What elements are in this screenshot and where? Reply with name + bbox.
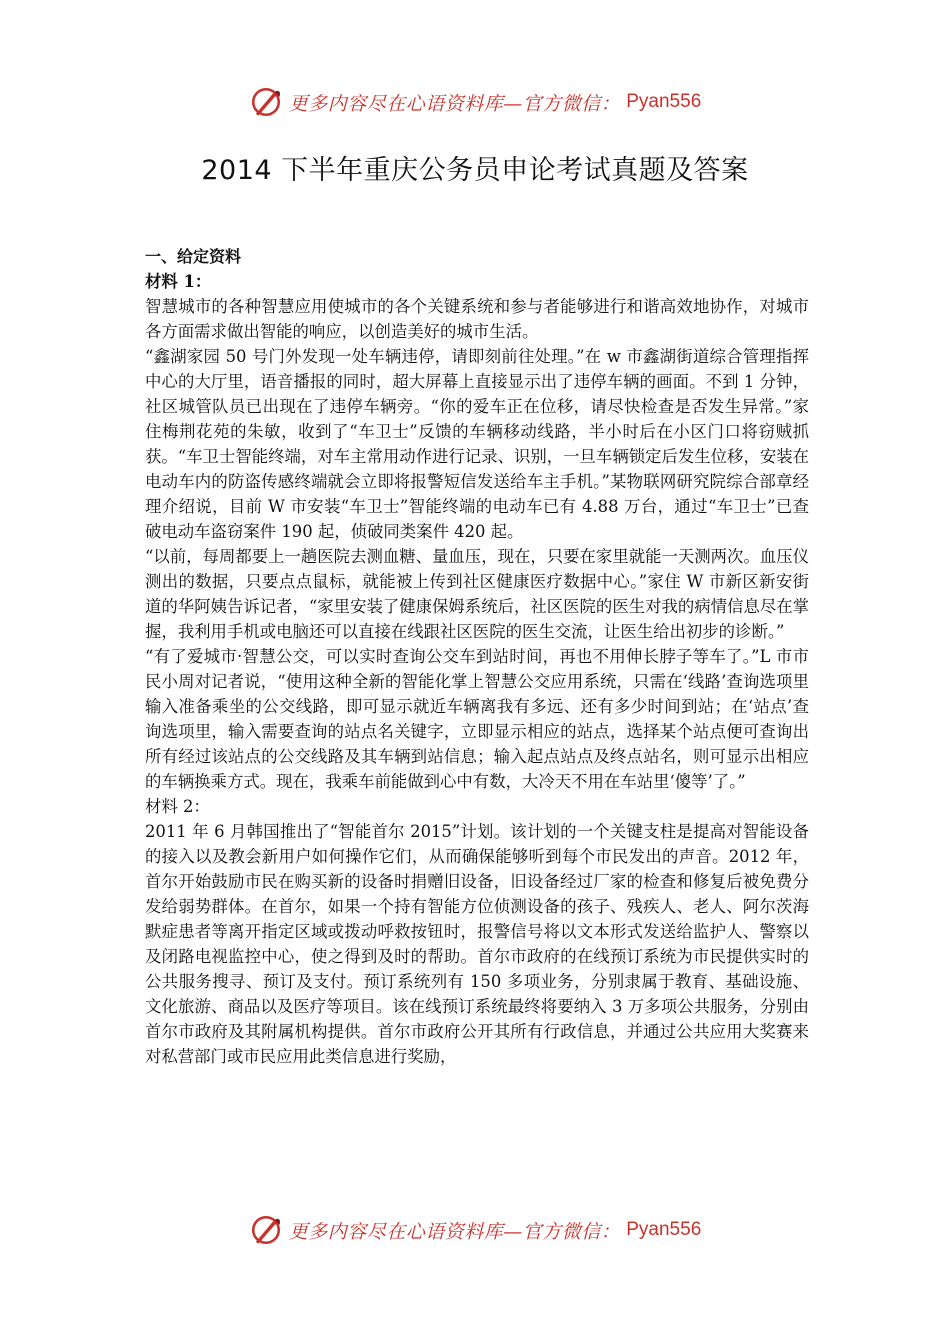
quill-circle-icon (249, 85, 283, 119)
header-banner (0, 82, 950, 122)
document-body (145, 244, 809, 1069)
paragraph: “以前，每周都要上一趟医院去测血糖、量血压，现在，只要在家里就能一天测两次。血压仪测出的数据，只要点点鼠标，就能被上传到社区健康医疗数据中心。”家住 W 市新区新安街道的华阿姨告诉记者，“家里安装了健康保姆系统后，社区医院的医生对我的病情信息尽在掌握，我利用手机或电脑还可以直接在线跟社区医院的医生交流，让医生给出初步的诊断。” (145, 547, 810, 641)
banner-content (249, 1213, 702, 1247)
footer-banner (0, 1210, 950, 1250)
page-title: 2014 下半年重庆公务员申论考试真题及答案 (201, 155, 749, 186)
material-1-label: 材料 1： (145, 272, 212, 291)
paragraph: “鑫湖家园 50 号门外发现一处车辆违停，请即刻前往处理。”在 w 市鑫湖街道综合管理指挥中心的大厅里，语音播报的同时，超大屏幕上直接显示出了违停车辆的画面。不到 1 分钟，社区城管队员已出现在了违停车辆旁。“你的爱车正在位移，请尽快检查是否发生异常。”家住梅荆花苑的朱敏，收到了“车卫士”反馈的车辆移动线路，半小时后在小区门口将窃贼抓获。“车卫士智能终端，对车主常用动作进行记录、识别，一旦车辆锁定后发生位移，安装在电动车内的防盗传感终端就会立即将报警短信发送给车主手机。”某物联网研究院综合部章经理介绍说，目前 W 市安装“车卫士”智能终端的电动车已有 4.88 万台，通过“车卫士”已查破电动车盗窃案件 190 起，侦破同类案件 420 起。 (145, 347, 810, 541)
wechat-id: Pyan556 (626, 91, 702, 112)
wechat-id: Pyan556 (626, 1219, 702, 1240)
paragraph: “有了爱城市·智慧公交，可以实时查询公交车到站时间，再也不用伸长脖子等车了。”L 市市民小周对记者说，“使用这种全新的智能化掌上智慧公交应用系统，只需在‘线路’查询选项里输入准备乘坐的公交线路，即可显示就近车辆离我有多远、还有多少时间到站；在‘站点’查询选项里，输入需要查询的站点名关键字，立即显示相应的站点，选择某个站点便可查询出所有经过该站点的公交线路及其车辆到站信息；输入起点站点及终点站名，则可显示出相应的车辆换乘方式。现在，我乘车前能做到心中有数，大冷天不用在车站里‘傻等’了。” (145, 647, 809, 791)
banner-content (249, 85, 702, 119)
banner-text: 更多内容尽在心语资料库—官方微信： (288, 1220, 621, 1243)
paragraph: 2011 年 6 月韩国推出了“智能首尔 2015”计划。该计划的一个关键支柱是提高对智能设备的接入以及教会新用户如何操作它们，从而确保能够听到每个市民发出的声音。2012 年，首尔开始鼓励市民在购买新的设备时捐赠旧设备，旧设备经过厂家的检查和修复后被免费分发给弱势群体。在首尔，如果一个持有智能方位侦测设备的孩子、残疾人、老人、阿尔茨海默症患者等离开指定区域或拨动呼救按钮时，报警信号将以文本形式发送给监护人、警察以及闭路电视监控中心，使之得到及时的帮助。首尔市政府的在线预订系统为市民提供实时的公共服务搜寻、预订及支付。预订系统列有 150 多项业务，分别隶属于教育、基础设施、文化旅游、商品以及医疗等项目。该在线预订系统最终将要纳入 3 万多项公共服务，分别由首尔市政府及其附属机构提供。首尔市政府公开其所有行政信息，并通过公共应用大奖赛来对私营部门或市民应用此类信息进行奖励， (145, 822, 809, 1066)
section-heading: 一、给定资料 (145, 247, 242, 266)
paragraph: 智慧城市的各种智慧应用使城市的各个关键系统和参与者能够进行和谐高效地协作，对城市各方面需求做出智能的响应，以创造美好的城市生活。 (145, 297, 809, 341)
material-2-label: 材料 2： (145, 797, 210, 816)
quill-circle-icon (249, 1213, 283, 1247)
banner-text: 更多内容尽在心语资料库—官方微信： (288, 92, 621, 115)
